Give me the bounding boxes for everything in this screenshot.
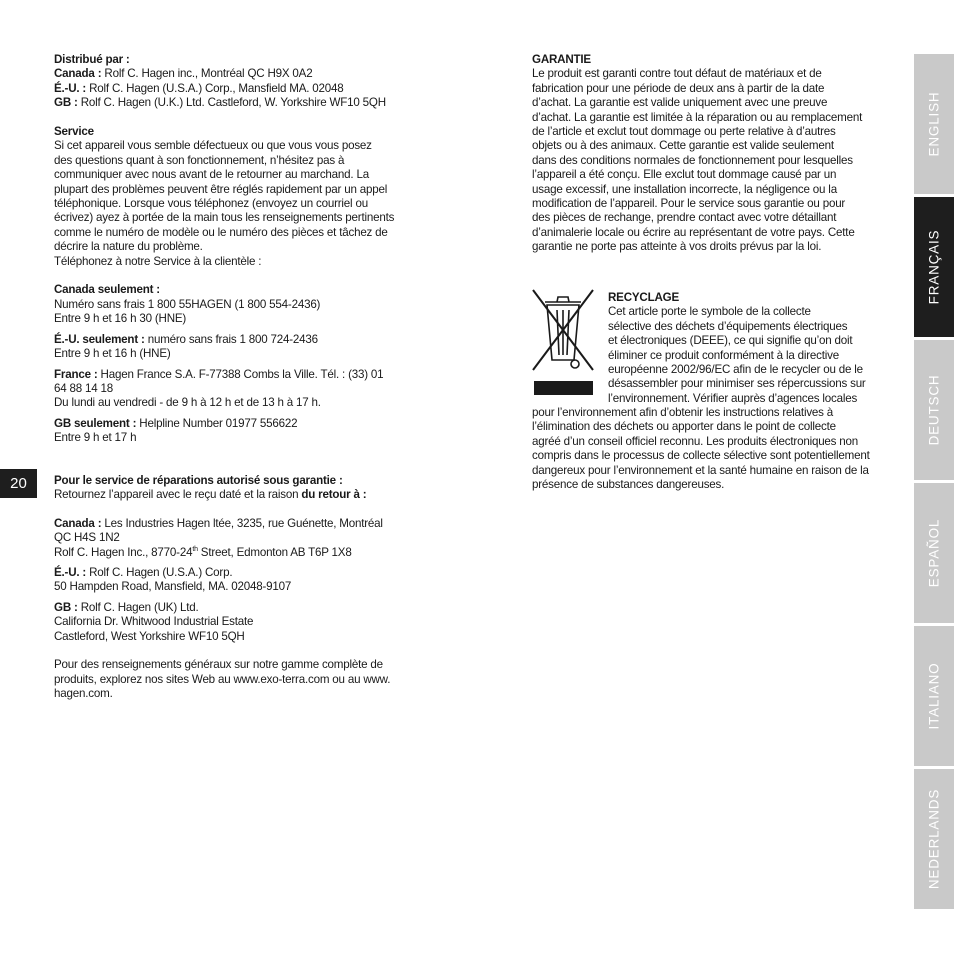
- us-only-phone: numéro sans frais 1 800 724-2436: [144, 332, 318, 346]
- repair-gb-text: Rolf C. Hagen (UK) Ltd.: [77, 600, 199, 614]
- repair-us-label: É.-U. :: [54, 565, 87, 579]
- distributor-gb-text: Rolf C. Hagen (U.K.) Ltd. Castleford, W. Yorkshire WF10 5QH: [77, 96, 386, 110]
- tab-italiano[interactable]: [914, 626, 954, 766]
- gb-only-hours: Entre 9 h et 17 h: [54, 431, 137, 445]
- gb-only-label: GB seulement :: [54, 416, 137, 430]
- repair-gb-block: [54, 601, 426, 644]
- repair-us-text: Rolf C. Hagen (U.S.A.) Corp.: [86, 565, 233, 579]
- tab-espanol[interactable]: [914, 483, 954, 623]
- warranty-line: usage excessif, une installation incorrecte, la négligence ou la: [532, 182, 837, 196]
- repair-title: Pour le service de réparations autorisé sous garantie :: [54, 473, 343, 487]
- warranty-title: GARANTIE: [532, 53, 591, 66]
- info-line: produits, explorez nos sites Web au www.exo-terra.com ou au www.: [54, 672, 391, 686]
- service-line: téléphonique. Lorsque vous téléphonez (envoyez un courriel ou: [54, 197, 368, 211]
- france-phone-cont: 64 88 14 18: [54, 381, 114, 395]
- repair-gb-address1: California Dr. Whitwood Industrial Estate: [54, 615, 254, 629]
- info-line: Pour des renseignements généraux sur notre gamme complète de: [54, 658, 383, 672]
- right-column: [532, 53, 898, 255]
- tab-label: ESPAÑOL: [926, 518, 942, 588]
- tab-label: DEUTSCH: [926, 374, 942, 446]
- warranty-line: d’achat. La garantie est limitée à la réparation ou au remplacement: [532, 110, 863, 124]
- france-label: France :: [54, 367, 98, 381]
- service-block: [54, 125, 426, 269]
- warranty-line: d’animalerie locale ou écrire au représentant de votre pays. Cette: [532, 225, 855, 239]
- recycling-line: l’environnement. Vérifier auprès d’agences locales: [608, 391, 858, 405]
- tab-deutsch[interactable]: [914, 340, 954, 480]
- repair-us-block: [54, 566, 426, 595]
- recycling-line: européenne 2002/96/EC afin de le recycler ou de le: [608, 363, 863, 377]
- page-number: 20: [0, 469, 37, 498]
- recycling-line: pour l’environnement afin d’obtenir les instructions relatives à: [532, 406, 834, 419]
- distributor-block: [54, 53, 426, 111]
- repair-us-address: 50 Hampden Road, Mansfield, MA. 02048-9107: [54, 580, 292, 594]
- us-only-block: [54, 333, 426, 362]
- canada-only-phone: Numéro sans frais 1 800 55HAGEN (1 800 554-2436): [54, 297, 321, 311]
- recycling-line: désassembler pour minimiser ses répercussions sur: [608, 377, 866, 391]
- recycling-line: et électroniques (DEEE), ce qui signifie qu’on doit: [608, 334, 853, 348]
- tab-label: FRANÇAIS: [926, 229, 942, 305]
- recycling-line: éliminer ce produit conformément à la directive: [608, 348, 839, 362]
- info-block: [54, 658, 426, 701]
- service-title: Service: [54, 125, 94, 139]
- left-column: [54, 53, 426, 716]
- us-only-label: É.-U. seulement :: [54, 332, 145, 346]
- warranty-line: des pièces de rechange, prendre contact avec votre détaillant: [532, 211, 837, 225]
- recycling-line: présence de substances dangereuses.: [532, 478, 725, 492]
- repair-canada-text: Les Industries Hagen ltée, 3235, rue Guénette, Montréal: [101, 516, 383, 530]
- us-only-hours: Entre 9 h et 16 h (HNE): [54, 347, 171, 361]
- warranty-line: l’appareil a été conçu. Elle exclut tout dommage causé par un: [532, 168, 837, 182]
- france-hours: Du lundi au vendredi - de 9 h à 12 h et de 13 h à 17 h.: [54, 396, 321, 410]
- recycling-line: dangereux pour l’environnement et la santé humaine en raison de la: [532, 463, 869, 477]
- recycling-line: Cet article porte le symbole de la collecte: [608, 305, 811, 319]
- warranty-line: de l’article et exclut tout dommage ou perte relative à d’autres: [532, 125, 836, 139]
- repair-canada-label: Canada :: [54, 516, 102, 530]
- canada-only-title: Canada seulement :: [54, 283, 160, 297]
- repair-canada-postal: QC H4S 1N2: [54, 531, 120, 545]
- service-line: plupart des problèmes peuvent être réglés rapidement par un appel: [54, 182, 388, 196]
- france-text: Hagen France S.A. F-77388 Combs la Ville. Tél. : (33) 01: [97, 367, 384, 381]
- tab-label: ENGLISH: [926, 91, 942, 157]
- warranty-line: garantie ne porte pas atteinte à vos droits prévus par la loi.: [532, 240, 822, 254]
- distributor-us-label: É.-U. :: [54, 81, 87, 95]
- repair-block: [54, 474, 426, 503]
- gb-only-phone: Helpline Number 01977 556622: [136, 416, 298, 430]
- recycling-line: agréé d’un conseil officiel reconnu. Les produits électroniques non: [532, 434, 859, 448]
- service-line: des questions quant à son fonctionnement, n’hésitez pas à: [54, 153, 345, 167]
- distributor-canada-label: Canada :: [54, 67, 102, 81]
- tab-label: NEDERLANDS: [926, 788, 942, 890]
- ordinal-suffix: th: [192, 545, 198, 553]
- gb-only-block: [54, 417, 426, 446]
- warranty-line: modification de l’appareil. Pour le service sous garantie ou pour: [532, 197, 846, 211]
- distributor-title: Distribué par :: [54, 53, 130, 66]
- service-line: Si cet appareil vous semble défectueux ou que vous vous posez: [54, 139, 372, 153]
- repair-canada-edmonton: Rolf C. Hagen Inc., 8770-24: [54, 545, 193, 559]
- repair-gb-label: GB :: [54, 600, 78, 614]
- language-tabs: [914, 54, 954, 912]
- warranty-line: objets ou à des animaux. Cette garantie est valide seulement: [532, 139, 834, 153]
- tab-nederlands[interactable]: [914, 769, 954, 909]
- canada-only-block: [54, 283, 426, 326]
- repair-text-bold: du retour à :: [301, 487, 367, 501]
- recycling-continued: [532, 406, 902, 492]
- warranty-line: d’achat. La garantie est valide uniquement avec une preuve: [532, 96, 828, 110]
- service-line: décrire la nature du problème.: [54, 240, 203, 254]
- warranty-line: dans des conditions normales de fonctionnement pour lesquelles: [532, 153, 853, 167]
- service-line: écrivez) ayez à portée de la main tous les renseignements pertinents: [54, 211, 395, 225]
- warranty-line: fabrication pour une période de deux ans à partir de la date: [532, 81, 825, 95]
- weee-crossed-bin-icon: [531, 288, 595, 398]
- france-block: [54, 368, 426, 411]
- recycling-line: sélective des déchets d’équipements électriques: [608, 319, 848, 333]
- tab-label: ITALIANO: [926, 662, 942, 730]
- service-line: communiquer avec nous avant de le retourner au marchand. La: [54, 168, 369, 182]
- distributor-gb-label: GB :: [54, 96, 78, 110]
- warranty-line: Le produit est garanti contre tout défaut de matériaux et de: [532, 67, 822, 81]
- info-line: hagen.com.: [54, 687, 113, 701]
- repair-canada-edmonton-rest: Street, Edmonton AB T6P 1X8: [197, 545, 352, 559]
- tab-english[interactable]: [914, 54, 954, 194]
- service-line: Téléphonez à notre Service à la clientèle :: [54, 254, 262, 268]
- canada-only-hours: Entre 9 h et 16 h 30 (HNE): [54, 312, 187, 326]
- repair-text: Retournez l’appareil avec le reçu daté et la raison: [54, 487, 302, 501]
- recycling-block: [608, 291, 898, 406]
- distributor-us-text: Rolf C. Hagen (U.S.A.) Corp., Mansfield MA. 02048: [86, 81, 344, 95]
- repair-gb-address2: Castleford, West Yorkshire WF10 5QH: [54, 629, 245, 643]
- recycling-line: l’élimination des déchets ou apporter dans le point de collecte: [532, 420, 836, 434]
- repair-canada-block: [54, 517, 426, 560]
- service-line: comme le numéro de modèle ou le numéro des pièces et tâchez de: [54, 225, 388, 239]
- recycling-title: RECYCLAGE: [608, 291, 679, 304]
- recycling-line: compris dans le processus de collecte sélective sont potentiellement: [532, 449, 870, 463]
- tab-francais[interactable]: [914, 197, 954, 337]
- distributor-canada-text: Rolf C. Hagen inc., Montréal QC H9X 0A2: [101, 67, 313, 81]
